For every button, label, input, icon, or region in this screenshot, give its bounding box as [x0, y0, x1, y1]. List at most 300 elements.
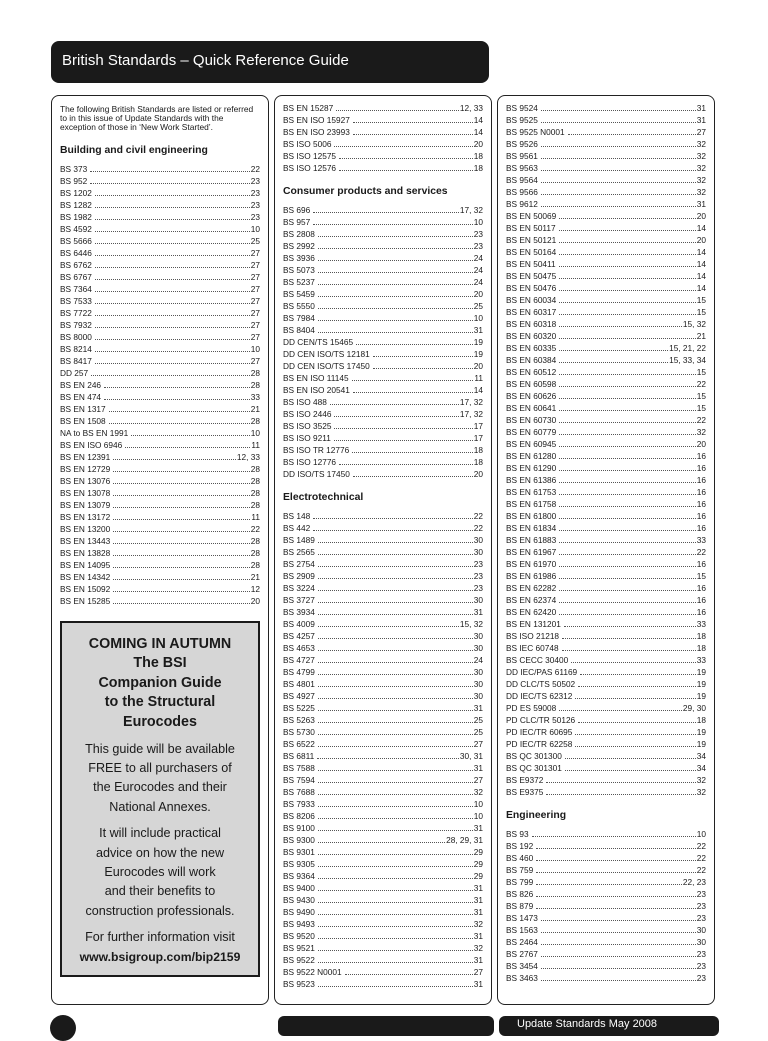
dot-leader: [536, 888, 696, 897]
index-entry: [283, 288, 483, 300]
page-reference: 22: [696, 853, 706, 863]
dot-leader: [318, 834, 445, 843]
dot-leader: [541, 936, 696, 945]
index-entry: [60, 163, 260, 175]
standard-code: BS 879: [506, 901, 534, 911]
standard-code: BS ISO 9211: [283, 433, 331, 443]
dot-leader: [559, 570, 695, 579]
index-entry: [283, 456, 483, 468]
page-reference: 30: [696, 925, 706, 935]
standard-code: BS EN 14095: [60, 559, 111, 570]
page-reference: 22, 23: [682, 877, 706, 887]
index-entry: [60, 559, 260, 571]
index-entry: [506, 786, 706, 798]
dot-leader: [559, 402, 695, 411]
page-reference: 15: [696, 571, 706, 581]
page-reference: 24: [473, 265, 483, 275]
dot-leader: [109, 403, 250, 412]
standard-code: PD IEC/TR 60695: [506, 727, 573, 737]
dot-leader: [95, 211, 250, 220]
dot-leader: [559, 606, 695, 615]
index-entry: [506, 654, 706, 666]
page-reference: 27: [250, 295, 260, 306]
page-reference: 19: [696, 739, 706, 749]
standard-code: BS 4927: [283, 691, 315, 701]
index-entry: [60, 175, 260, 187]
index-entry: [283, 468, 483, 480]
index-entry: [60, 571, 260, 583]
dot-leader: [559, 390, 695, 399]
promo-headline-line: to the Structural: [104, 694, 216, 711]
standard-code: BS EN 61280: [506, 451, 557, 461]
dot-leader: [318, 276, 473, 285]
standard-code: BS EN 60384: [506, 355, 557, 365]
dot-leader: [113, 499, 249, 508]
page-reference: 25: [473, 727, 483, 737]
standard-code: BS 4799: [283, 667, 315, 677]
index-entry: [283, 642, 483, 654]
page-reference: 21: [250, 571, 260, 582]
page-reference: 32: [696, 151, 706, 161]
standard-code: BS 2992: [283, 241, 315, 251]
standard-code: BS 1489: [283, 535, 315, 545]
page-reference: 27: [250, 271, 260, 282]
page-reference: 14: [473, 115, 483, 125]
dot-leader: [95, 223, 250, 232]
index-entry: [283, 762, 483, 774]
standard-code: BS EN 61800: [506, 511, 557, 521]
index-entry: [60, 403, 260, 415]
index-entry: [283, 240, 483, 252]
promo-url-link[interactable]: www.bsigroup.com/bip2159: [79, 949, 241, 964]
standard-code: BS EN 60317: [506, 307, 557, 317]
standard-code: BS 8417: [60, 355, 92, 366]
standard-code: BS 4257: [283, 631, 315, 641]
page-reference: 31: [696, 103, 706, 113]
dot-leader: [339, 162, 473, 171]
dot-leader: [559, 426, 695, 435]
index-entry: [283, 420, 483, 432]
index-entry: [283, 582, 483, 594]
dot-leader: [559, 594, 695, 603]
dot-leader: [95, 331, 250, 340]
dot-leader: [562, 642, 696, 651]
page-reference: 31: [473, 895, 483, 905]
page-reference: 23: [696, 961, 706, 971]
index-entry: [283, 942, 483, 954]
column-right: [497, 95, 715, 1005]
page-reference: 19: [473, 337, 483, 347]
page-reference: 33: [696, 619, 706, 629]
page-reference: 34: [696, 751, 706, 761]
dot-leader: [536, 876, 682, 885]
index-entry: [283, 978, 483, 990]
index-entry: [506, 606, 706, 618]
page-reference: 14: [473, 385, 483, 395]
index-entry: [506, 774, 706, 786]
dot-leader: [559, 522, 695, 531]
index-entry: [283, 546, 483, 558]
index-entry: [283, 300, 483, 312]
page-reference: 27: [250, 331, 260, 342]
promo-text-line: Eurocodes will work: [104, 865, 216, 880]
page-reference: 15: [696, 391, 706, 401]
page-reference: 15, 21, 22: [669, 343, 706, 353]
page-reference: 23: [250, 187, 260, 198]
index-entry: [60, 463, 260, 475]
page-reference: 32: [473, 787, 483, 797]
index-entry: [60, 379, 260, 391]
index-entry: [60, 475, 260, 487]
page-reference: 22: [696, 415, 706, 425]
dot-leader: [541, 150, 696, 159]
promo-text-line: This guide will be available: [85, 741, 235, 756]
page-reference: 32: [696, 187, 706, 197]
standard-code: BS EN 62420: [506, 607, 557, 617]
dot-leader: [318, 846, 473, 855]
standard-code: BS 3463: [506, 973, 538, 983]
index-entry: [283, 348, 483, 360]
standard-code: BS 6446: [60, 247, 92, 258]
section-title-consumer: Consumer products and services: [283, 186, 448, 197]
index-entry: [506, 234, 706, 246]
dot-leader: [318, 618, 459, 627]
standard-code: BS 9305: [283, 859, 315, 869]
dot-leader: [95, 187, 250, 196]
dot-leader: [318, 558, 473, 567]
index-entry: [506, 726, 706, 738]
page-reference: 31: [696, 199, 706, 209]
index-entry: [283, 666, 483, 678]
standard-code: BS EN 60320: [506, 331, 557, 341]
page-reference: 30: [473, 535, 483, 545]
standard-code: BS EN 50117: [506, 223, 556, 233]
standard-code: BS EN 50476: [506, 283, 557, 293]
standard-code: BS EN 60598: [506, 379, 557, 389]
dot-leader: [318, 690, 473, 699]
index-entry: [506, 126, 706, 138]
standard-code: BS ISO 3525: [283, 421, 332, 431]
dot-leader: [356, 336, 473, 345]
dot-leader: [559, 354, 668, 363]
dot-leader: [536, 900, 696, 909]
dot-leader: [318, 738, 473, 747]
dot-leader: [559, 414, 695, 423]
dot-leader: [113, 475, 249, 484]
index-entry: [506, 876, 706, 888]
standard-code: BS 5073: [283, 265, 315, 275]
index-entry: [506, 138, 706, 150]
index-entry: [506, 342, 706, 354]
index-entry: [283, 102, 483, 114]
standard-code: BS 952: [60, 175, 88, 186]
page-reference: 19: [696, 667, 706, 677]
standard-code: BS 4009: [283, 619, 315, 629]
page-reference: 24: [473, 277, 483, 287]
standard-code: BS 2808: [283, 229, 315, 239]
page-reference: 29, 30: [682, 703, 706, 713]
dot-leader: [318, 534, 473, 543]
page-reference: 30: [473, 643, 483, 653]
promo-headline-line: COMING IN AUTUMN: [88, 635, 232, 652]
index-entry: [60, 355, 260, 367]
standard-code: BS 9523: [283, 979, 315, 989]
dot-leader: [541, 186, 696, 195]
dot-leader: [317, 750, 459, 759]
standard-code: BS EN 60512: [506, 367, 557, 377]
standard-code: BS 8206: [283, 811, 315, 821]
index-entry: [60, 211, 260, 223]
index-entry: [283, 138, 483, 150]
dot-leader: [318, 642, 473, 651]
standard-code: DD CEN/TS 15465: [283, 337, 354, 347]
standard-code: BS ISO 12776: [283, 457, 337, 467]
dot-leader: [318, 798, 473, 807]
promo-text-line: advice on how the new: [95, 845, 225, 860]
page-reference: 31: [473, 607, 483, 617]
promo-headline-line: Eurocodes: [123, 713, 197, 730]
page-reference: 27: [250, 355, 260, 366]
standard-code: BS 9522 N0001: [283, 967, 342, 977]
electrotechnical-entries: [283, 510, 483, 990]
index-entry: [60, 283, 260, 295]
page-reference: 29: [473, 847, 483, 857]
standard-code: BS EN 61970: [506, 559, 557, 569]
index-entry: [283, 906, 483, 918]
page-reference: 17, 32: [459, 409, 483, 419]
standard-code: BS 192: [506, 841, 534, 851]
page-reference: 20: [473, 469, 483, 479]
column-left: [51, 95, 269, 1005]
standard-code: BS EN 60626: [506, 391, 557, 401]
standard-code: BS 3454: [506, 961, 538, 971]
footer-publication-label: Update Standards May 2008: [517, 1018, 658, 1030]
index-entry: [506, 522, 706, 534]
page-reference: 20: [696, 235, 706, 245]
standard-code: BS 9525 N0001: [506, 127, 565, 137]
standard-code: BS EN 61753: [506, 487, 557, 497]
dot-leader: [334, 432, 473, 441]
page-reference: 23: [696, 949, 706, 959]
dot-leader: [559, 330, 695, 339]
index-entry: [506, 198, 706, 210]
page-reference: 27: [473, 967, 483, 977]
standard-code: BS 1982: [60, 211, 92, 222]
index-entry: [283, 954, 483, 966]
standard-code: BS 957: [283, 217, 311, 227]
standard-code: BS EN 50475: [506, 271, 557, 281]
dot-leader: [559, 318, 682, 327]
dot-leader: [95, 247, 250, 256]
building-entries-continued: [283, 102, 483, 174]
dot-leader: [90, 175, 250, 184]
dot-leader: [113, 523, 249, 532]
page-reference: 24: [473, 253, 483, 263]
dot-leader: [318, 954, 473, 963]
page-reference: 10: [473, 799, 483, 809]
standard-code: BS EN 60641: [506, 403, 557, 413]
index-entry: [283, 312, 483, 324]
dot-leader: [318, 702, 473, 711]
standard-code: BS EN 12391: [60, 451, 111, 462]
page-reference: 28: [250, 367, 260, 378]
promo-text-line: National Annexes.: [109, 799, 211, 814]
dot-leader: [318, 252, 473, 261]
index-entry: [60, 187, 260, 199]
index-entry: [506, 426, 706, 438]
page-reference: 23: [473, 229, 483, 239]
index-entry: [506, 912, 706, 924]
page-reference: 11: [251, 511, 260, 522]
page-reference: 17, 32: [459, 397, 483, 407]
index-entry: [283, 534, 483, 546]
standard-code: BS EN 1508: [60, 415, 106, 426]
page-reference: 28: [250, 559, 260, 570]
dot-leader: [564, 618, 696, 627]
standard-code: BS 1282: [60, 199, 92, 210]
section-title-engineering: Engineering: [506, 810, 567, 821]
dot-leader: [578, 714, 696, 723]
page-reference: 28: [250, 379, 260, 390]
dot-leader: [318, 288, 473, 297]
page-reference: 18: [473, 151, 483, 161]
dot-leader: [95, 355, 250, 364]
index-entry: [506, 438, 706, 450]
standard-code: BS 7588: [283, 763, 315, 773]
page-reference: 10: [473, 811, 483, 821]
standard-code: BS 373: [60, 163, 88, 174]
standard-code: BS EN 62282: [506, 583, 557, 593]
standard-code: BS EN 131201: [506, 619, 561, 629]
dot-leader: [95, 307, 250, 316]
page-reference: 16: [696, 595, 706, 605]
index-entry: [506, 690, 706, 702]
dot-leader: [532, 828, 696, 837]
dot-leader: [541, 912, 696, 921]
dot-leader: [559, 246, 695, 255]
page-reference: 30, 31: [459, 751, 483, 761]
dot-leader: [559, 294, 695, 303]
index-entry: [283, 264, 483, 276]
standard-code: DD CEN ISO/TS 17450: [283, 361, 370, 371]
page-reference: 23: [473, 559, 483, 569]
standard-code: BS 7722: [60, 307, 92, 318]
dot-leader: [559, 534, 695, 543]
dot-leader: [125, 439, 250, 448]
standard-code: BS EN 50164: [506, 247, 557, 257]
index-entry: [283, 966, 483, 978]
standard-code: BS EN 13200: [60, 523, 111, 534]
dot-leader: [318, 666, 473, 675]
standard-code: BS 9563: [506, 163, 538, 173]
index-entry: [283, 252, 483, 264]
page-reference: 27: [473, 775, 483, 785]
dot-leader: [541, 972, 696, 981]
standard-code: BS 2565: [283, 547, 315, 557]
index-entry: [506, 210, 706, 222]
standard-code: BS EN 50069: [506, 211, 557, 221]
standard-code: BS EN 14342: [60, 571, 111, 582]
dot-leader: [352, 444, 473, 453]
dot-leader: [318, 822, 473, 831]
page-reference: 10: [250, 343, 260, 354]
standard-code: PD ES 59008: [506, 703, 557, 713]
standard-code: BS 9612: [506, 199, 538, 209]
dot-leader: [536, 852, 696, 861]
index-entry: [506, 330, 706, 342]
dot-leader: [559, 210, 695, 219]
index-entry: [283, 834, 483, 846]
dot-leader: [559, 306, 695, 315]
standard-code: BS CECC 30400: [506, 655, 569, 665]
index-entry: [506, 270, 706, 282]
page-reference: 16: [696, 583, 706, 593]
standard-code: BS 1563: [506, 925, 538, 935]
dot-leader: [318, 228, 473, 237]
promo-paragraph-contents: [66, 824, 254, 921]
index-entry: [283, 882, 483, 894]
standard-code: BS EN ISO 23993: [283, 127, 350, 137]
standard-code: BS 9400: [283, 883, 315, 893]
index-entry: [283, 510, 483, 522]
page-reference: 12: [250, 583, 260, 594]
standard-code: BS 9301: [283, 847, 315, 857]
index-entry: [283, 714, 483, 726]
engineering-entries: [506, 828, 706, 984]
standard-code: BS 5550: [283, 301, 315, 311]
page-reference: 28: [250, 487, 260, 498]
dot-leader: [541, 948, 696, 957]
page-reference: 16: [696, 475, 706, 485]
dot-leader: [559, 270, 695, 279]
index-entry: [506, 354, 706, 366]
page-reference: 14: [696, 283, 706, 293]
standard-code: BS EN ISO 15927: [283, 115, 350, 125]
dot-leader: [541, 162, 696, 171]
dot-leader: [318, 786, 473, 795]
standard-code: BS 3224: [283, 583, 315, 593]
dot-leader: [318, 942, 473, 951]
dot-leader: [318, 546, 473, 555]
dot-leader: [559, 222, 696, 231]
dot-leader: [318, 240, 473, 249]
index-entry: [60, 499, 260, 511]
index-entry: [506, 642, 706, 654]
index-entry: [506, 102, 706, 114]
standard-code: BS 9561: [506, 151, 538, 161]
dot-leader: [568, 126, 696, 135]
page-reference: 17, 32: [459, 205, 483, 215]
dot-leader: [318, 606, 473, 615]
page-reference: 32: [696, 163, 706, 173]
page-reference: 14: [473, 127, 483, 137]
standard-code: BS 148: [283, 511, 311, 521]
dot-leader: [318, 894, 473, 903]
page-reference: 29: [473, 859, 483, 869]
page-reference: 10: [696, 829, 706, 839]
page-reference: 10: [473, 217, 483, 227]
index-entry: [506, 618, 706, 630]
page-reference: 16: [696, 559, 706, 569]
page-reference: 14: [696, 223, 706, 233]
dot-leader: [95, 343, 250, 352]
index-entry: [506, 546, 706, 558]
page-reference: 16: [696, 487, 706, 497]
page-reference: 18: [696, 631, 706, 641]
page-reference: 18: [696, 715, 706, 725]
index-entry: [506, 534, 706, 546]
standard-code: BS 9521: [283, 943, 315, 953]
